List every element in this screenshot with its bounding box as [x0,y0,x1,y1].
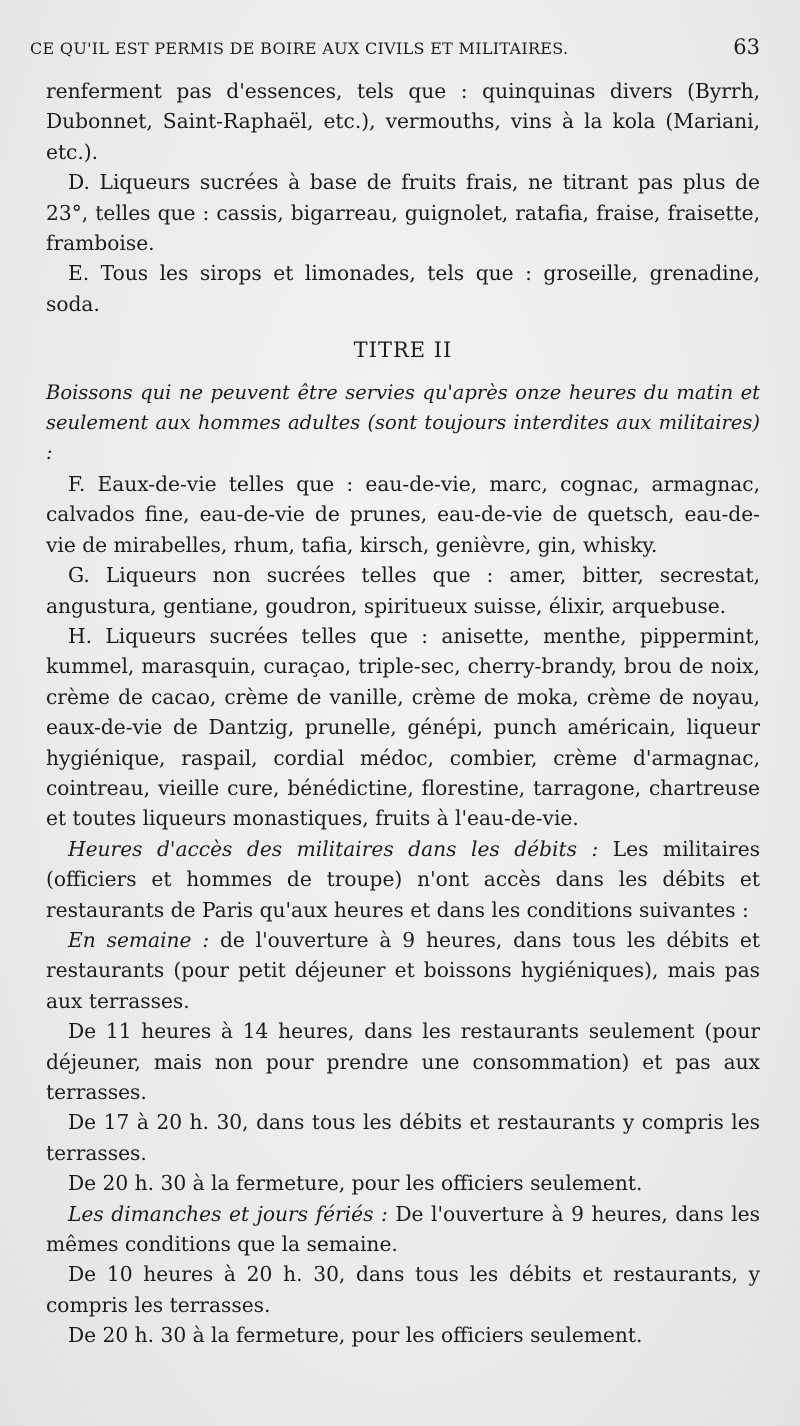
weekdays-text: de l'ouverture à 9 heures, dans tous les débits et restaurants (pour petit déjeuner et boissons hygiéniques), mais pas aux terrasses. [46,927,760,1013]
paragraph-d: D. Liqueurs sucrées à base de fruits frais, ne titrant pas plus de 23°, telles que : cassis, bigarreau, guignolet, ratafia, fraise, fraisette, framboise. [46,170,760,256]
paragraph-11h: De 11 heures à 14 heures, dans les restaurants seulement (pour déjeuner, mais non pour prendre une consommation) et pas aux terrasses. [46,1019,760,1104]
hours-text: Les militaires (officiers et hommes de troupe) n'ont accès dans les débits et restaurants de Paris qu'aux heures et dans les conditions suivantes : [46,836,761,922]
paragraph-g: G. Liqueurs non sucrées telles que : amer, bitter, secrestat, angustura, gentiane, goudron, spiritueux suisse, élixir, arquebuse. [46,563,760,618]
paragraph-hours [46,834,760,925]
running-head: CE QU'IL EST PERMIS DE BOIRE AUX CIVILS ET MILITAIRES. [30,39,569,58]
weekdays-label: En semaine : [68,927,210,952]
paragraph-sundays [46,1199,760,1260]
paragraph-continued: renferment pas d'essences, tels que : quinquinas divers (Byrrh, Dubonnet, Saint-Raphaël, etc.), vermouths, vins à la kola (Mariani, etc.). [46,79,760,164]
page-header [30,33,760,67]
paragraph-f: F. Eaux-de-vie telles que : eau-de-vie, marc, cognac, armagnac, calvados fine, eau-de-vie de prunes, eau-de-vie de quetsch, eau-de-vie de mirabelles, rhum, tafia, kirsch, genièvre, gin, whisky. [46,471,760,557]
paragraph-weekdays [46,925,760,1016]
sundays-text: De l'ouverture à 9 heures, dans les mêmes conditions que la semaine. [46,1201,760,1257]
sundays-label: Les dimanches et jours fériés : [68,1201,388,1226]
paragraph-10h: De 10 heures à 20 h. 30, dans tous les débits et restaurants, y compris les terrasses. [46,1262,760,1317]
page-body [46,76,760,1351]
paragraph-closing: De 20 h. 30 à la fermeture, pour les officiers seulement. [68,1323,643,1348]
paragraph-h: H. Liqueurs sucrées telles que : anisette, menthe, pippermint, kummel, marasquin, curaçao, triple-sec, cherry-brandy, brou de noix, crème de cacao, crème de vanille, crème de moka, crème de noyau, eaux-de-vie de Dantzig, prunelle, génépi, punch américain, liqueur hygiénique, raspail, cordial médoc, combier, crème d'armagnac, cointreau, vieille cure, bénédictine, florestine, tarragone, chartreuse et toutes liqueurs monastiques, fruits à l'eau-de-vie. [46,623,760,831]
hours-label: Heures d'accès des militaires dans les débits : [68,836,599,861]
section-heading: TITRE II [353,338,453,363]
section-subtitle: Boissons qui ne peuvent être servies qu'après onze heures du matin et seulement aux hommes adultes (sont toujours interdites aux militaires) : [46,380,760,465]
page-number: 63 [733,35,760,59]
paragraph-17h: De 17 à 20 h. 30, dans tous les débits et restaurants y compris les terrasses. [46,1110,760,1165]
paragraph-e: E. Tous les sirops et limonades, tels que : groseille, grenadine, soda. [46,261,760,316]
paragraph-20h: De 20 h. 30 à la fermeture, pour les officiers seulement. [68,1171,643,1196]
